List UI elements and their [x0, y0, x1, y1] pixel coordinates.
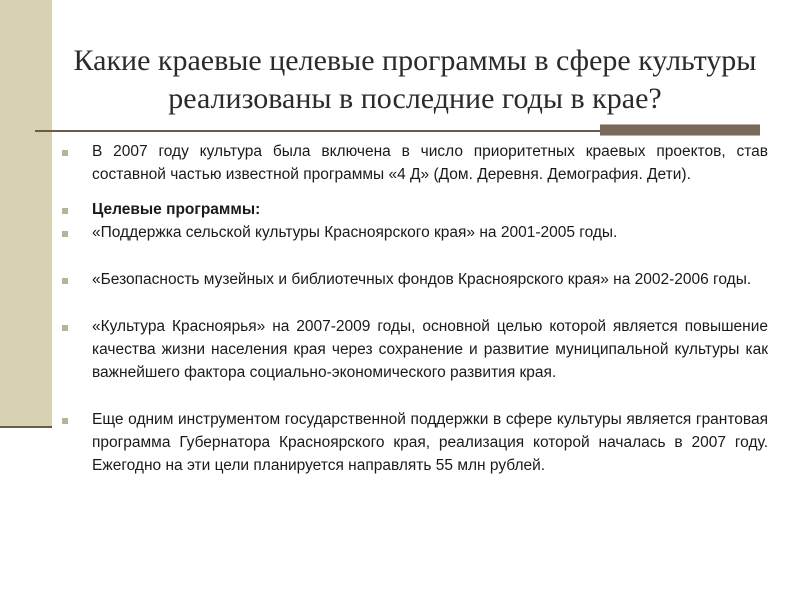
bullet-text: Еще одним инструментом государственной поддержки в сфере культуры является грантовая программа Губернатора Красноярского края, реализация которой началась в 2007 году. Ежегодно на эти цели планируется направлять 55 млн рублей.: [92, 411, 768, 474]
bullet-text: «Поддержка сельской культуры Красноярского края» на 2001-2005 годы.: [92, 224, 618, 241]
square-bullet-icon: [62, 325, 68, 331]
bullet-list: [62, 140, 768, 477]
square-bullet-icon: [62, 150, 68, 156]
slide-title: Какие краевые целевые программы в сфере культуры реализованы в последние годы в крае?: [73, 44, 757, 115]
square-bullet-icon: [62, 278, 68, 284]
square-bullet-icon: [62, 208, 68, 214]
square-bullet-icon: [62, 418, 68, 424]
bullet-text: «Безопасность музейных и библиотечных фондов Красноярского края» на 2002-2006 годы.: [92, 271, 752, 288]
bullet-item: [62, 315, 768, 384]
bullet-text: В 2007 году культура была включена в число приоритетных краевых проектов, став составной частью известной программы «4 Д» (Дом. Деревня. Демография. Дети).: [92, 143, 768, 183]
bullet-heading: Целевые программы:: [92, 201, 261, 218]
bullet-item: [62, 221, 768, 244]
left-decor-bar: [0, 0, 52, 428]
title-divider: [35, 130, 600, 132]
square-bullet-icon: [62, 231, 68, 237]
bullet-item: [62, 140, 768, 186]
bullet-item: [62, 268, 768, 291]
title-divider-accent: [600, 124, 760, 136]
bullet-item: [62, 408, 768, 477]
bullet-item: [62, 198, 768, 221]
left-decor-rule: [0, 426, 52, 428]
bullet-text: «Культура Красноярья» на 2007-2009 годы, основной целью которой является повышение качества жизни населения края через сохранение и развитие муниципальной культуры как важнейшего фактора социально-экономического развития края.: [92, 318, 768, 381]
